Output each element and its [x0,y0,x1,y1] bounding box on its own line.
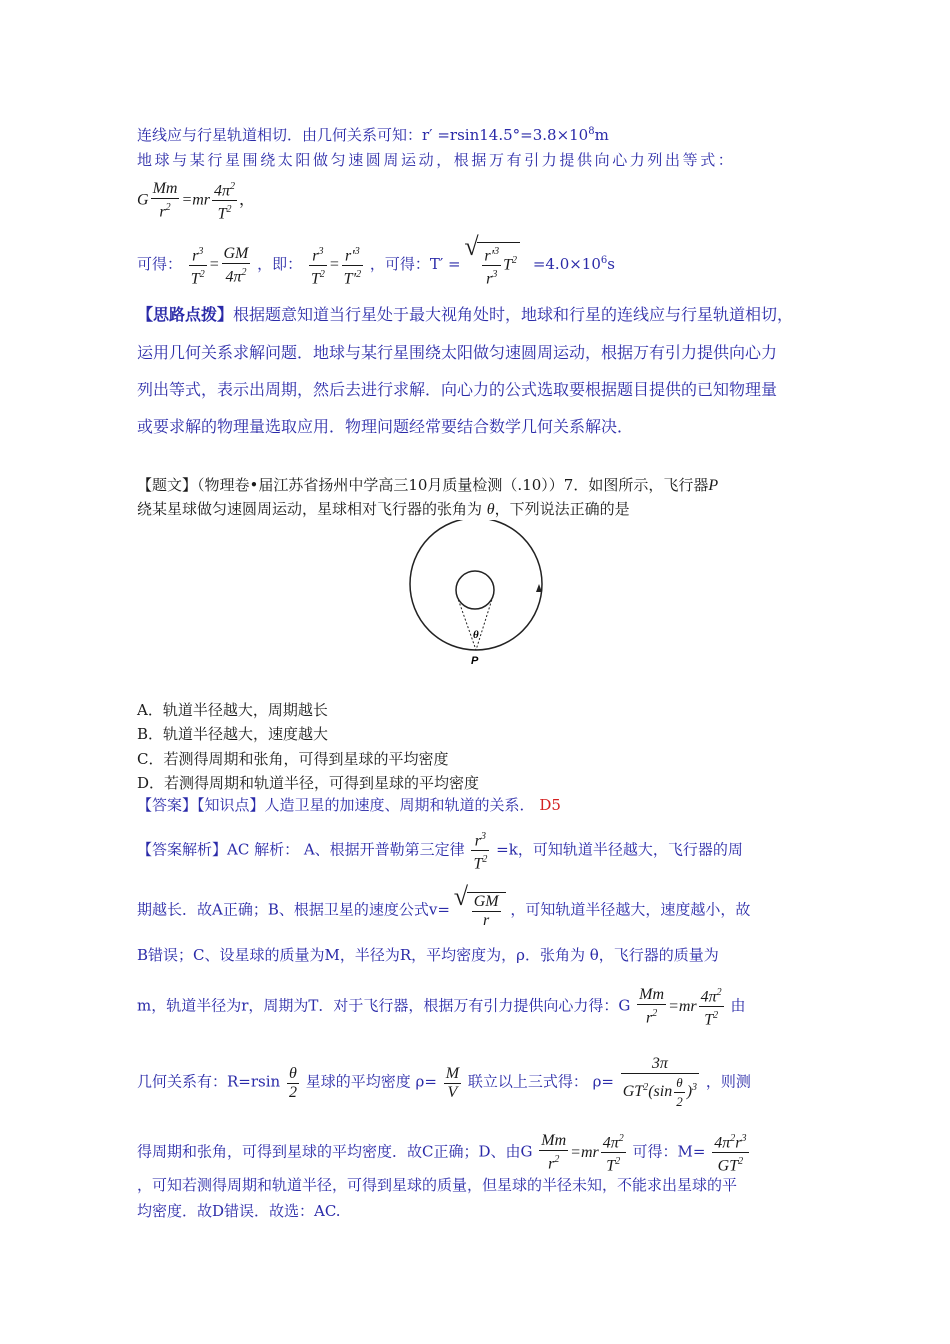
orbit-figure [400,520,580,680]
planet-circle [456,571,494,609]
gravity-equation: G $\frac{Mm}{r^2}$ =mr $\frac{4\pi^2}{T^2}$ ， [137,178,255,224]
explanation-line-5: 几何关系有：R=rsin $\frac{\theta}{2}$ 星球的平均密度 ρ= $\frac{M}{V}$ 联立以上三式得： ρ= 3π $GT^2(\sin$ $\frac{\theta}{2}$ )$^3$ ，则测 [137,1055,751,1109]
explanation-line-7: ，可知若测得周期和轨道半径，可得到星球的质量，但星球的半径未知，不能求出星球的平 [137,1176,738,1194]
direction-arrow-icon [536,584,542,592]
option-c: C．若测得周期和张角，可得到星球的平均密度 [137,750,449,768]
option-b: B．轨道半径越大，速度越大 [137,725,329,743]
tangent-line-right [476,596,493,650]
question-line-1: 【题文】（物理卷•届江苏省扬州中学高三10月质量检测（.10））7．如图所示，飞行器P [137,476,719,494]
explanation-line-6: 得周期和张角，可得到星球的平均密度．故C正确；D、由G $\frac{Mm}{r^2}$ =mr $\frac{4\pi^2}{T^2}$ 可得：M= $\frac{4\pi^2r^3}{GT^2}$ [137,1130,751,1176]
explanation-line-2: 期越长．故A正确；B、根据卫星的速度公式v= √ $\frac{GM}{r}$ ，可知轨道半径越大，速度越小，故 [137,892,750,930]
explanation-line-1: 【答案解析】AC 解析： A、根据开普勒第三定律 $\frac{r^3}{T^2}$ =k，可知轨道半径越大，飞行器的周 [137,828,743,874]
solution-line-1: 连线应与行星轨道相切．由几何关系可知：$r' =rsin14.5^\circ=3.8\times 10^8m$ [137,126,609,144]
tangent-line-left [457,596,476,650]
tips-line-2: 运用几何关系求解问题．地球与某行星围绕太阳做匀速圆周运动，根据万有引力提供向心力 [137,343,778,362]
option-d: D．若测得周期和轨道半径，可得到星球的平均密度 [137,774,480,792]
tips-line-4: 或要求解的物理量选取应用．物理问题经常要结合数学几何关系解决． [137,417,634,436]
point-p-label: P [471,655,479,667]
explanation-line-3: B错误；C、设星球的质量为M，半径为R，平均密度为，ρ．张角为 θ，飞行器的质量为 [137,946,719,964]
question-line-2: 绕某星球做匀速圆周运动，星球相对飞行器的张角为 θ，下列说法正确的是 [137,500,630,518]
tips-line-3: 列出等式，表示出周期，然后去进行求解．向心力的公式选取要根据题目提供的已知物理量 [137,380,778,399]
theta-label: θ [473,629,479,641]
solution-line-2: 地球与某行星围绕太阳做匀速圆周运动，根据万有引力提供向心力列出等式： [137,151,736,169]
answer-line: 【答案】【知识点】人造卫星的加速度、周期和轨道的关系． D5 [137,796,561,814]
explanation-line-4: m，轨道半径为r，周期为T．对于飞行器，根据万有引力提供向心力得：G $\frac{Mm}{r^2}$ =mr $\frac{4\pi^2}{T^2}$ 由 [137,984,745,1030]
solution-line-4: 可得： $\frac{r^3}{T^2}$ = $\frac{GM}{4\pi^2}$ ，即： $\frac{r^3}{T^2}$ = $\frac{r'^3}{T'^2}$ ，可得：T′ = √ $\frac{r'^3}{r^3}$ $T^2 =4.0\times 10^6s$ [137,242,615,289]
explanation-line-8: 均密度．故D错误．故选：AC. [137,1202,341,1220]
option-a: A．轨道半径越大，周期越长 [137,701,328,719]
tips-line-1: 【思路点拨】根据题意知道当行星处于最大视角处时，地球和行星的连线应与行星轨道相切， [137,305,794,324]
